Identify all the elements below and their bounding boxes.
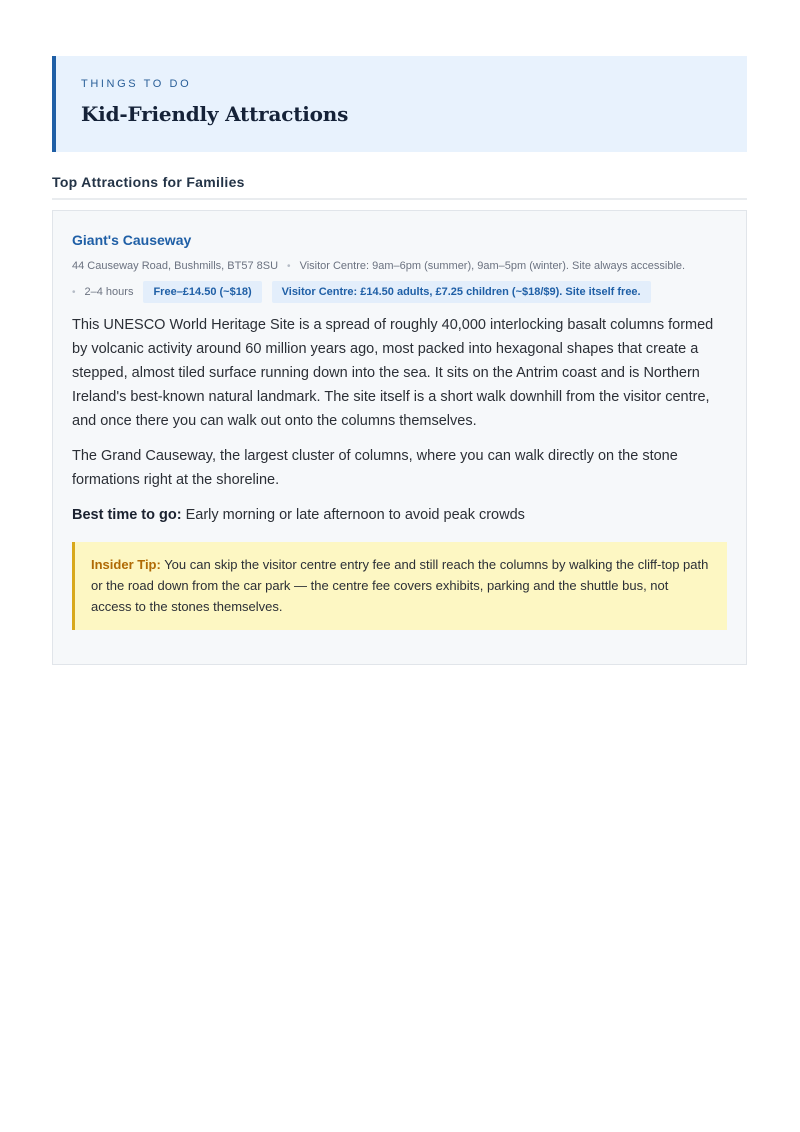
fee-badge: Visitor Centre: £14.50 adults, £7.25 children (~$18/$9). Site itself free. (272, 281, 651, 303)
eyebrow-label: THINGS TO DO (81, 78, 192, 90)
page-header (52, 56, 747, 152)
page-title: Kid-Friendly Attractions (81, 102, 349, 126)
insider-tip (72, 542, 727, 630)
best-time (72, 503, 727, 527)
highlight-paragraph: The Grand Causeway, the largest cluster of columns, where you can walk directly on the stone formations right at the shoreline. (72, 448, 678, 488)
description-paragraph: This UNESCO World Heritage Site is a spread of roughly 40,000 interlocking basalt columns formed by volcanic activity around 60 million years ago, most packed into hexagonal shapes that create a stepped, almost tiled surface running down into the sea. It sits on the Antrim coast and is Northern Ireland's best-known natural landmark. The site itself is a short walk downhill from the visitor centre, and once there you can walk out onto the columns themselves. (72, 317, 714, 429)
attraction-name[interactable]: Giant's Causeway (72, 232, 192, 248)
attraction-address: 44 Causeway Road, Bushmills, BT57 8SU (72, 260, 279, 272)
insider-tip-text: You can skip the visitor centre entry fee and still reach the columns by walking the cliff-top path or the road down from the car park — the centre fee covers exhibits, parking and the shuttle bus, not access to the stones themselves. (91, 557, 709, 614)
separator-dot-icon: • (287, 260, 291, 272)
best-time-label: Best time to go: (72, 507, 182, 523)
attraction-card (52, 210, 747, 665)
section-heading: Top Attractions for Families (52, 174, 747, 200)
attraction-duration: 2–4 hours (84, 286, 134, 298)
page (52, 56, 747, 665)
best-time-value: Early morning or late afternoon to avoid peak crowds (181, 507, 525, 523)
attraction-meta (72, 260, 727, 272)
insider-tip-label: Insider Tip: (91, 557, 161, 572)
attraction-hours: Visitor Centre: 9am–6pm (summer), 9am–5pm (winter). Site always accessible. (299, 260, 686, 272)
price-badge: Free–£14.50 (~$18) (143, 281, 261, 303)
separator-dot-icon: • (72, 286, 76, 298)
attraction-meta-secondary (72, 281, 727, 303)
